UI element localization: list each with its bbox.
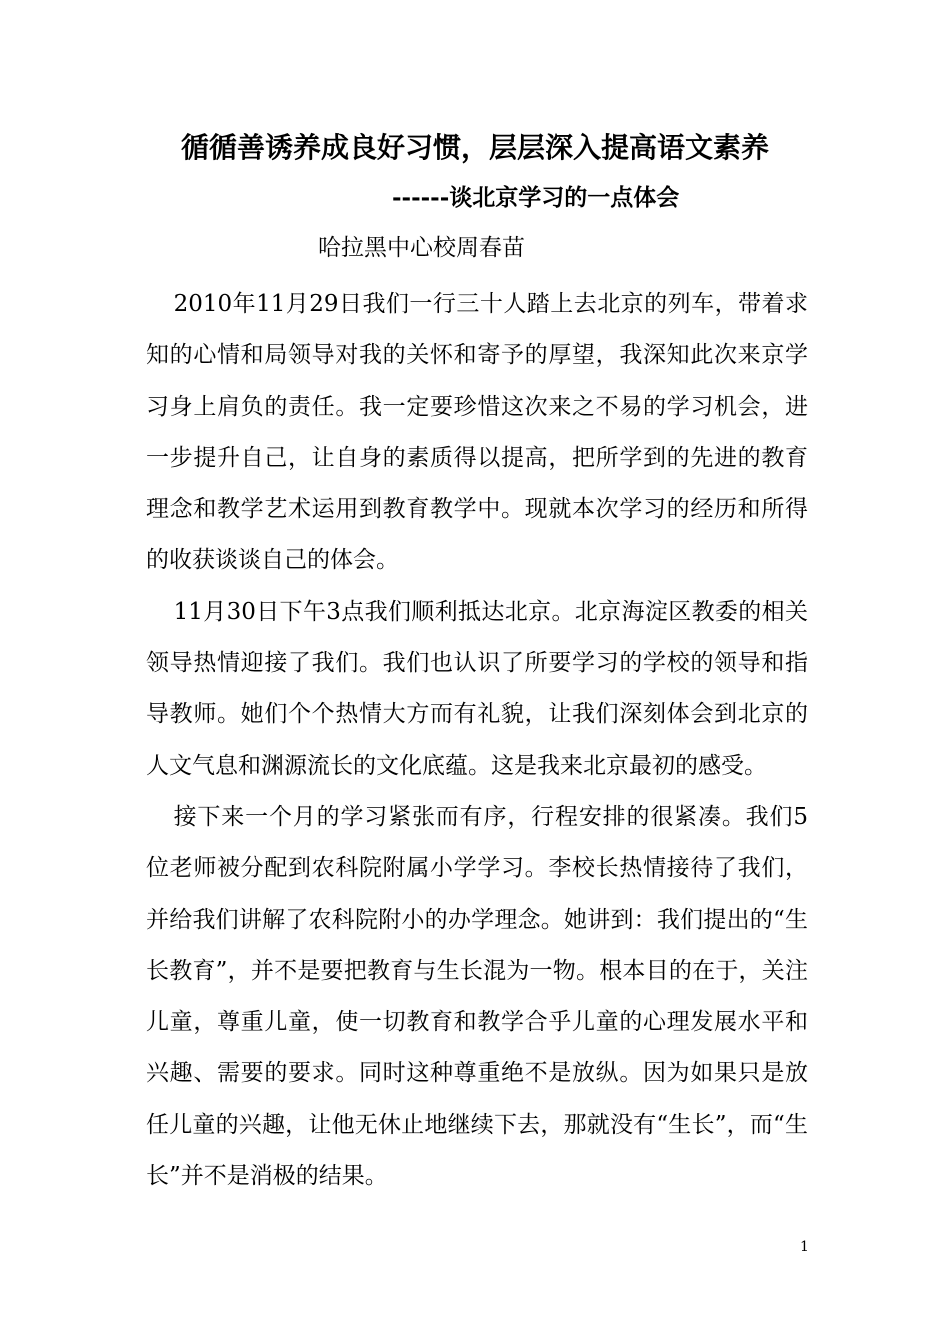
paragraph-1: 2010年11月29日我们一行三十人踏上去北京的列车，带着求知的心情和局领导对我的关怀和寄予的厚望，我深知此次来京学习身上肩负的责任。我一定要珍惜这次来之不易的学习机会，进一步提升自己，让自身的素质得以提高，把所学到的先进的教育理念和教学艺术运用到教育教学中。现就本次学习的经历和所得的收获谈谈自己的体会。 [146, 291, 808, 574]
document-title: 循循善诱养成良好习惯，层层深入提高语文素养 [180, 131, 769, 164]
page-number: 1 [800, 1239, 809, 1255]
document-subtitle: ------谈北京学习的一点体会 [392, 184, 680, 211]
document-author: 哈拉黑中心校周春苗 [318, 235, 525, 261]
paragraph-2: 11月30日下午3点我们顺利抵达北京。北京海淀区教委的相关领导热情迎接了我们。我们也认识了所要学习的学校的领导和指导教师。她们个个热情大方而有礼貌，让我们深刻体会到北京的人文气息和渊源流长的文化底蕴。这是我来北京最初的感受。 [146, 598, 808, 779]
paragraph-3: 接下来一个月的学习紧张而有序，行程安排的很紧凑。我们5位老师被分配到农科院附属小学学习。李校长热情接待了我们，并给我们讲解了农科院附小的办学理念。她讲到：我们提出的“生长教育”，并不是要把教育与生长混为一物。根本目的在于，关注儿童，尊重儿童，使一切教育和教学合乎儿童的心理发展水平和兴趣、需要的要求。同时这种尊重绝不是放纵。因为如果只是放任儿童的兴趣，让他无休止地继续下去，那就没有“生长”，而“生长”并不是消极的结果。 [146, 803, 808, 1190]
document-body [146, 279, 808, 1202]
